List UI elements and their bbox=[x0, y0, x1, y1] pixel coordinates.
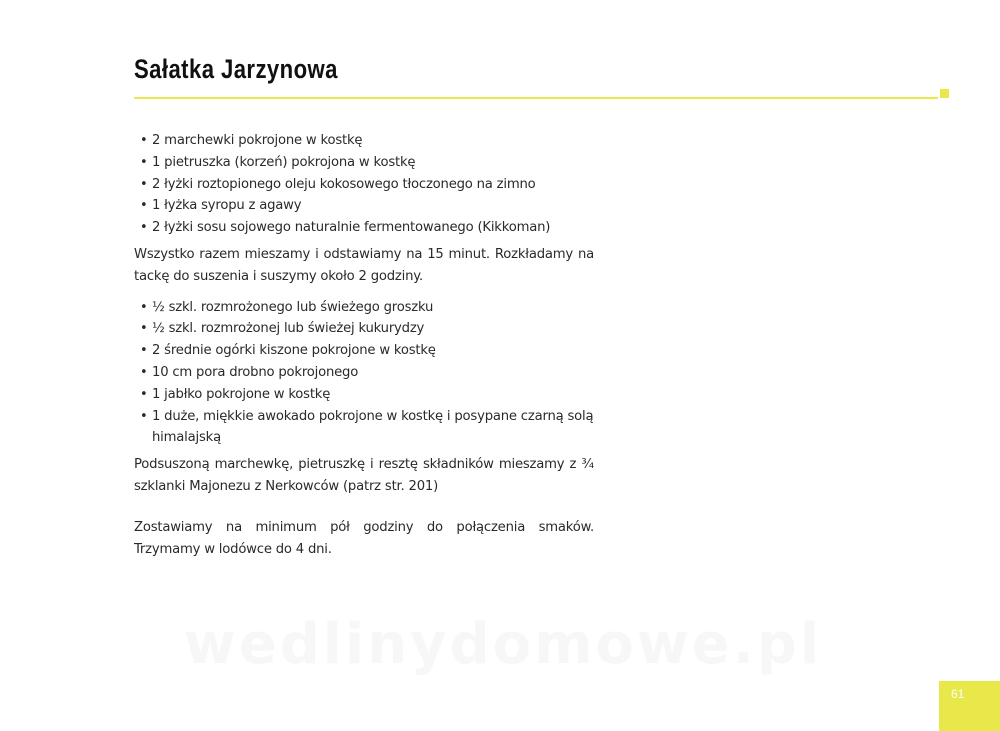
ingredient-list-2 bbox=[134, 297, 594, 450]
list-item: • 2 łyżki roztopionego oleju kokosowego tłoczonego na zimno bbox=[134, 174, 594, 196]
title-rule-square bbox=[940, 89, 949, 98]
ingredient-list-1 bbox=[134, 130, 594, 239]
list-item: • 2 marchewki pokrojone w kostkę bbox=[134, 130, 594, 152]
page-number-box bbox=[939, 681, 1000, 731]
list-item: • 2 łyżki sosu sojowego naturalnie fermentowanego (Kikkoman) bbox=[134, 217, 594, 239]
list-item: • 2 średnie ogórki kiszone pokrojone w kostkę bbox=[134, 340, 594, 362]
title-rule bbox=[134, 97, 938, 99]
list-item: • 1 pietruszka (korzeń) pokrojona w kostkę bbox=[134, 152, 594, 174]
paragraph: Wszystko razem mieszamy i odstawiamy na 15 minut. Rozkładamy na tackę do suszenia i suszymy około 2 godziny. bbox=[134, 246, 594, 284]
paragraph: Zostawiamy na minimum pół godziny do połączenia smaków. Trzymamy w lodówce do 4 dni. bbox=[134, 519, 594, 557]
paragraph: Podsuszoną marchewkę, pietruszkę i resztę składników mieszamy z ¾ szklanki Majonezu z Nerkowców (patrz str. 201) bbox=[134, 457, 594, 494]
list-item: • 1 jabłko pokrojone w kostkę bbox=[134, 384, 594, 406]
list-item: • 1 łyżka syropu z agawy bbox=[134, 195, 594, 217]
list-item: • ½ szkl. rozmrożonego lub świeżego groszku bbox=[134, 297, 594, 319]
list-item: • 1 duże, miękkie awokado pokrojone w kostkę i posypane czarną solą himalajską bbox=[134, 406, 594, 450]
list-item: • ½ szkl. rozmrożonej lub świeżej kukurydzy bbox=[134, 318, 594, 340]
page-number: 61 bbox=[951, 687, 965, 701]
recipe-content bbox=[134, 130, 594, 560]
list-item: • 10 cm pora drobno pokrojonego bbox=[134, 362, 594, 384]
watermark: wedlinydomowe.pl bbox=[184, 612, 823, 677]
page-title: Sałatka Jarzynowa bbox=[134, 54, 338, 84]
